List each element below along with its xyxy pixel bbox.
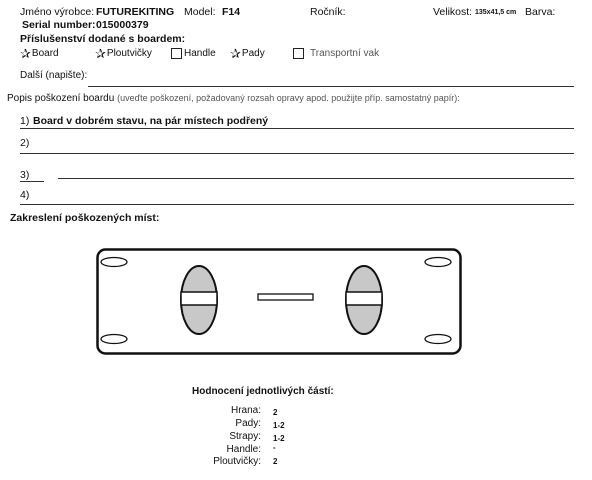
accessories-title: Příslušenství dodané s boardem: bbox=[20, 33, 186, 45]
accessory-label: Ploutvičky bbox=[106, 48, 152, 59]
star-checkbox-icon: ✰ bbox=[95, 45, 106, 61]
accessory-board[interactable] bbox=[20, 45, 59, 61]
damage-row-number: 3) bbox=[20, 169, 30, 181]
board-outline bbox=[98, 250, 461, 354]
rating-label: Hrana: bbox=[230, 405, 261, 416]
accessory-label: Pady bbox=[241, 48, 265, 59]
accessory-pads[interactable] bbox=[230, 45, 265, 61]
checkbox-icon bbox=[171, 48, 182, 59]
star-checkbox-icon: ✰ bbox=[230, 45, 241, 61]
accessory-label: Board bbox=[31, 48, 59, 59]
rating-value: - bbox=[273, 443, 276, 452]
model-label: Model: bbox=[184, 6, 216, 18]
damage-row-number: 2) bbox=[20, 137, 30, 149]
rating-value: 1-2 bbox=[273, 421, 285, 430]
rating-label: Strapy: bbox=[229, 431, 261, 442]
damage-row-text: Board v dobrém stavu, na pár místech podřený bbox=[33, 115, 269, 127]
insert-hole-icon bbox=[425, 335, 451, 344]
other-input-line[interactable] bbox=[88, 86, 574, 87]
manufacturer-label: Jméno výrobce: bbox=[20, 6, 95, 18]
accessory-transport-bag[interactable] bbox=[293, 48, 379, 59]
manufacturer-value: FUTUREKITING bbox=[96, 6, 175, 18]
damage-row-line[interactable] bbox=[20, 153, 574, 154]
strap-icon bbox=[346, 292, 382, 305]
serial-value: 015000379 bbox=[96, 19, 149, 31]
rating-value: 1-2 bbox=[273, 434, 285, 443]
drawing-title: Zakreslení poškozených míst: bbox=[10, 212, 160, 224]
rating-label: Ploutvičky: bbox=[213, 456, 261, 467]
insert-hole-icon bbox=[101, 335, 127, 344]
rating-value: 2 bbox=[273, 457, 278, 466]
rating-value: 2 bbox=[273, 408, 278, 417]
size-value: 135x41,5 cm bbox=[475, 9, 517, 16]
insert-hole-icon bbox=[101, 258, 127, 267]
accessory-fins[interactable] bbox=[95, 45, 152, 61]
serial-label: Serial number: bbox=[22, 19, 96, 31]
damage-row-number: 1) bbox=[20, 115, 30, 127]
checkbox-icon bbox=[293, 48, 304, 59]
damage-row-line[interactable] bbox=[58, 178, 574, 179]
rating-label: Pady: bbox=[235, 418, 261, 429]
accessory-label: Transportní vak bbox=[310, 48, 380, 59]
damage-row-number: 4) bbox=[20, 189, 30, 201]
damage-header bbox=[7, 93, 460, 104]
accessory-handle[interactable] bbox=[171, 48, 216, 59]
damage-note: (uveďte poškození, požadovaný rozsah opravy apod. použijte příp. samostatný papír): bbox=[117, 93, 460, 103]
color-label: Barva: bbox=[525, 6, 556, 18]
damage-row-line[interactable] bbox=[20, 204, 574, 205]
model-value: F14 bbox=[222, 6, 241, 18]
right-pad bbox=[346, 266, 382, 334]
left-pad bbox=[181, 266, 217, 334]
year-label: Ročník: bbox=[310, 6, 346, 18]
insert-hole-icon bbox=[425, 258, 451, 267]
star-checkbox-icon: ✰ bbox=[20, 45, 31, 61]
rating-label: Handle: bbox=[226, 444, 261, 455]
center-handle-icon bbox=[258, 294, 313, 300]
board-diagram[interactable] bbox=[96, 248, 462, 356]
ratings-title: Hodnocení jednotlivých částí: bbox=[192, 386, 334, 397]
damage-row-line-short bbox=[20, 181, 44, 182]
strap-icon bbox=[181, 292, 217, 305]
damage-row-line[interactable] bbox=[20, 128, 574, 129]
size-label: Velikost: bbox=[433, 6, 473, 18]
accessory-label: Handle bbox=[184, 48, 216, 59]
damage-title: Popis poškození boardu bbox=[7, 93, 115, 104]
other-label: Další (napište): bbox=[20, 70, 88, 81]
